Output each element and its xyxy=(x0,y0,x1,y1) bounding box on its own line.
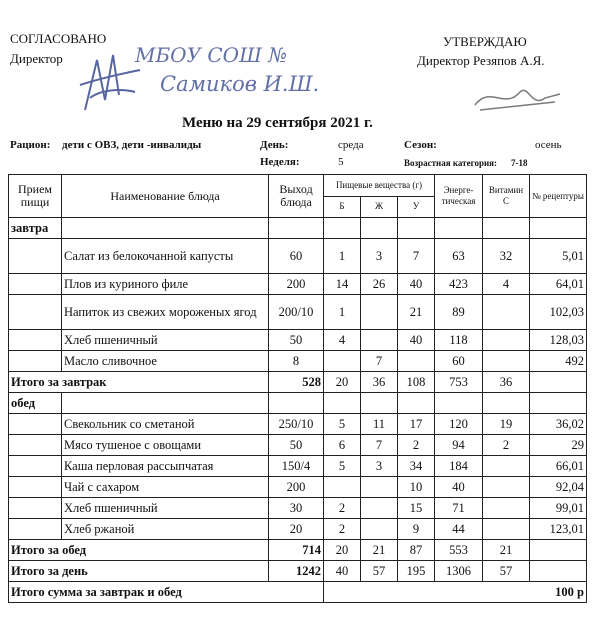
stamp-handwriting: МБОУ СОШ № xyxy=(135,43,288,67)
empty-cell xyxy=(269,393,324,414)
dish-row xyxy=(9,274,587,295)
day-label: День: xyxy=(260,139,289,151)
dish-row xyxy=(9,498,587,519)
sum-total-value: 100 р xyxy=(324,582,587,603)
dish-b: 5 xyxy=(324,414,361,435)
dish-u: 17 xyxy=(398,414,435,435)
ration-value: дети с ОВЗ, дети -инвалиды xyxy=(62,139,202,151)
dish-vitamin xyxy=(483,330,530,351)
day-total-vitamin: 57 xyxy=(483,561,530,582)
total-zh: 21 xyxy=(361,540,398,561)
dish-zh: 7 xyxy=(361,351,398,372)
dish-energy: 89 xyxy=(435,295,483,330)
empty-cell xyxy=(9,330,62,351)
age-value: 7-18 xyxy=(511,158,528,168)
dish-zh xyxy=(361,477,398,498)
empty-cell xyxy=(9,239,62,274)
dish-recipe: 123,01 xyxy=(530,519,587,540)
col-dish: Наименование блюда xyxy=(62,175,269,218)
total-row xyxy=(9,540,587,561)
empty-cell xyxy=(483,393,530,414)
empty-cell xyxy=(269,218,324,239)
dish-name: Каша перловая рассыпчатая xyxy=(62,456,269,477)
section-label: завтра xyxy=(9,218,62,239)
season-label: Сезон: xyxy=(404,139,437,151)
empty-cell xyxy=(9,414,62,435)
dish-b: 2 xyxy=(324,519,361,540)
section-label: обед xyxy=(9,393,62,414)
dish-row xyxy=(9,477,587,498)
day-total-u: 195 xyxy=(398,561,435,582)
season-value: осень xyxy=(535,139,562,151)
total-output: 714 xyxy=(269,540,324,561)
dish-energy: 63 xyxy=(435,239,483,274)
dish-output: 50 xyxy=(269,330,324,351)
dish-zh: 3 xyxy=(361,456,398,477)
dish-energy: 120 xyxy=(435,414,483,435)
dish-zh: 11 xyxy=(361,414,398,435)
dish-zh xyxy=(361,330,398,351)
empty-cell xyxy=(530,540,587,561)
dish-u: 7 xyxy=(398,239,435,274)
dish-u: 15 xyxy=(398,498,435,519)
empty-cell xyxy=(530,372,587,393)
dish-row xyxy=(9,435,587,456)
dish-output: 30 xyxy=(269,498,324,519)
week-value: 5 xyxy=(338,156,344,168)
total-label: Итого за обед xyxy=(9,540,269,561)
dish-energy: 44 xyxy=(435,519,483,540)
empty-cell xyxy=(361,393,398,414)
dish-name: Хлеб пшеничный xyxy=(62,498,269,519)
dish-b: 1 xyxy=(324,295,361,330)
total-b: 20 xyxy=(324,540,361,561)
total-output: 528 xyxy=(269,372,324,393)
approve-role: Директор Резяпов А.Я. xyxy=(417,53,545,68)
dish-output: 250/10 xyxy=(269,414,324,435)
dish-row xyxy=(9,351,587,372)
empty-cell xyxy=(9,274,62,295)
col-energy: Энерге-тическая xyxy=(435,175,483,218)
dish-zh xyxy=(361,295,398,330)
approved-title: СОГЛАСОВАНО xyxy=(10,31,107,46)
director-signature xyxy=(470,80,565,115)
col-vitamin: Витамин С xyxy=(483,175,530,218)
total-label: Итого за завтрак xyxy=(9,372,269,393)
dish-b: 2 xyxy=(324,498,361,519)
approved-role: Директор xyxy=(10,51,63,66)
week-label: Неделя: xyxy=(260,156,300,168)
ration-label: Рацион: xyxy=(10,139,51,151)
col-output: Выход блюда xyxy=(269,175,324,218)
dish-b xyxy=(324,477,361,498)
empty-cell xyxy=(9,435,62,456)
empty-cell xyxy=(62,393,269,414)
section-row xyxy=(9,218,587,239)
dish-energy: 118 xyxy=(435,330,483,351)
empty-cell xyxy=(9,477,62,498)
dish-recipe: 36,02 xyxy=(530,414,587,435)
dish-vitamin: 2 xyxy=(483,435,530,456)
dish-b: 1 xyxy=(324,239,361,274)
col-b: Б xyxy=(324,196,361,218)
day-total-row xyxy=(9,561,587,582)
dish-zh: 3 xyxy=(361,239,398,274)
dish-vitamin xyxy=(483,477,530,498)
empty-cell xyxy=(361,218,398,239)
dish-recipe: 5,01 xyxy=(530,239,587,274)
dish-vitamin: 4 xyxy=(483,274,530,295)
dish-recipe: 29 xyxy=(530,435,587,456)
dish-zh xyxy=(361,498,398,519)
empty-cell xyxy=(324,218,361,239)
empty-cell xyxy=(435,218,483,239)
dish-energy: 40 xyxy=(435,477,483,498)
empty-cell xyxy=(9,456,62,477)
dish-vitamin xyxy=(483,351,530,372)
dish-row xyxy=(9,414,587,435)
empty-cell xyxy=(530,393,587,414)
dish-u: 40 xyxy=(398,274,435,295)
dish-output: 200 xyxy=(269,274,324,295)
signature-name: Самиков И.Ш. xyxy=(160,72,320,96)
empty-cell xyxy=(483,218,530,239)
dish-output: 200/10 xyxy=(269,295,324,330)
empty-cell xyxy=(9,519,62,540)
dish-b: 6 xyxy=(324,435,361,456)
col-u: У xyxy=(398,196,435,218)
dish-zh xyxy=(361,519,398,540)
col-zh: Ж xyxy=(361,196,398,218)
dish-recipe: 66,01 xyxy=(530,456,587,477)
day-total-b: 40 xyxy=(324,561,361,582)
dish-name: Хлеб пшеничный xyxy=(62,330,269,351)
dish-name: Хлеб ржаной xyxy=(62,519,269,540)
dish-row xyxy=(9,239,587,274)
dish-u xyxy=(398,351,435,372)
dish-output: 8 xyxy=(269,351,324,372)
dish-u: 21 xyxy=(398,295,435,330)
day-total-energy: 1306 xyxy=(435,561,483,582)
dish-recipe: 492 xyxy=(530,351,587,372)
sum-total-label: Итого сумма за завтрак и обед xyxy=(9,582,324,603)
dish-u: 40 xyxy=(398,330,435,351)
dish-vitamin xyxy=(483,519,530,540)
total-energy: 553 xyxy=(435,540,483,561)
dish-row xyxy=(9,330,587,351)
dish-energy: 184 xyxy=(435,456,483,477)
total-b: 20 xyxy=(324,372,361,393)
total-vitamin: 36 xyxy=(483,372,530,393)
dish-energy: 94 xyxy=(435,435,483,456)
dish-u: 2 xyxy=(398,435,435,456)
approve-title: УТВЕРЖДАЮ xyxy=(443,34,527,49)
dish-name: Напиток из свежих мороженых ягод xyxy=(62,295,269,330)
dish-recipe: 128,03 xyxy=(530,330,587,351)
dish-recipe: 92,04 xyxy=(530,477,587,498)
day-value: среда xyxy=(338,139,364,151)
dish-u: 10 xyxy=(398,477,435,498)
dish-energy: 71 xyxy=(435,498,483,519)
dish-output: 20 xyxy=(269,519,324,540)
dish-recipe: 102,03 xyxy=(530,295,587,330)
day-total-output: 1242 xyxy=(269,561,324,582)
dish-b: 4 xyxy=(324,330,361,351)
col-recipe: № рецептуры xyxy=(530,175,587,218)
col-meal: Прием пищи xyxy=(9,175,62,218)
dish-name: Плов из куриного филе xyxy=(62,274,269,295)
dish-energy: 423 xyxy=(435,274,483,295)
dish-b: 14 xyxy=(324,274,361,295)
dish-output: 200 xyxy=(269,477,324,498)
total-u: 108 xyxy=(398,372,435,393)
total-energy: 753 xyxy=(435,372,483,393)
sum-total-row xyxy=(9,582,587,603)
dish-vitamin xyxy=(483,498,530,519)
dish-u: 9 xyxy=(398,519,435,540)
dish-name: Мясо тушеное с овощами xyxy=(62,435,269,456)
dish-vitamin: 32 xyxy=(483,239,530,274)
empty-cell xyxy=(435,393,483,414)
empty-cell xyxy=(9,351,62,372)
section-row xyxy=(9,393,587,414)
total-u: 87 xyxy=(398,540,435,561)
day-total-label: Итого за день xyxy=(9,561,269,582)
dish-output: 60 xyxy=(269,239,324,274)
day-total-zh: 57 xyxy=(361,561,398,582)
total-zh: 36 xyxy=(361,372,398,393)
dish-zh: 7 xyxy=(361,435,398,456)
dish-name: Свекольник со сметаной xyxy=(62,414,269,435)
dish-name: Салат из белокочанной капусты xyxy=(62,239,269,274)
header-row xyxy=(9,175,587,197)
empty-cell xyxy=(324,393,361,414)
dish-name: Чай с сахаром xyxy=(62,477,269,498)
dish-vitamin xyxy=(483,456,530,477)
dish-output: 50 xyxy=(269,435,324,456)
empty-cell xyxy=(530,561,587,582)
dish-vitamin: 19 xyxy=(483,414,530,435)
empty-cell xyxy=(398,218,435,239)
age-label: Возрастная категория: xyxy=(404,158,497,168)
dish-row xyxy=(9,295,587,330)
total-row xyxy=(9,372,587,393)
dish-b xyxy=(324,351,361,372)
dish-u: 34 xyxy=(398,456,435,477)
empty-cell xyxy=(398,393,435,414)
dish-row xyxy=(9,519,587,540)
dish-recipe: 64,01 xyxy=(530,274,587,295)
total-vitamin: 21 xyxy=(483,540,530,561)
menu-title: Меню на 29 сентября 2021 г. xyxy=(182,115,373,131)
empty-cell xyxy=(530,218,587,239)
dish-energy: 60 xyxy=(435,351,483,372)
dish-row xyxy=(9,456,587,477)
empty-cell xyxy=(9,498,62,519)
dish-output: 150/4 xyxy=(269,456,324,477)
empty-cell xyxy=(9,295,62,330)
empty-cell xyxy=(62,218,269,239)
signature-mark xyxy=(75,40,145,115)
menu-table xyxy=(8,174,587,603)
dish-vitamin xyxy=(483,295,530,330)
dish-recipe: 99,01 xyxy=(530,498,587,519)
dish-name: Масло сливочное xyxy=(62,351,269,372)
dish-zh: 26 xyxy=(361,274,398,295)
dish-b: 5 xyxy=(324,456,361,477)
col-nutrients: Пищевые вещества (г) xyxy=(324,175,435,197)
